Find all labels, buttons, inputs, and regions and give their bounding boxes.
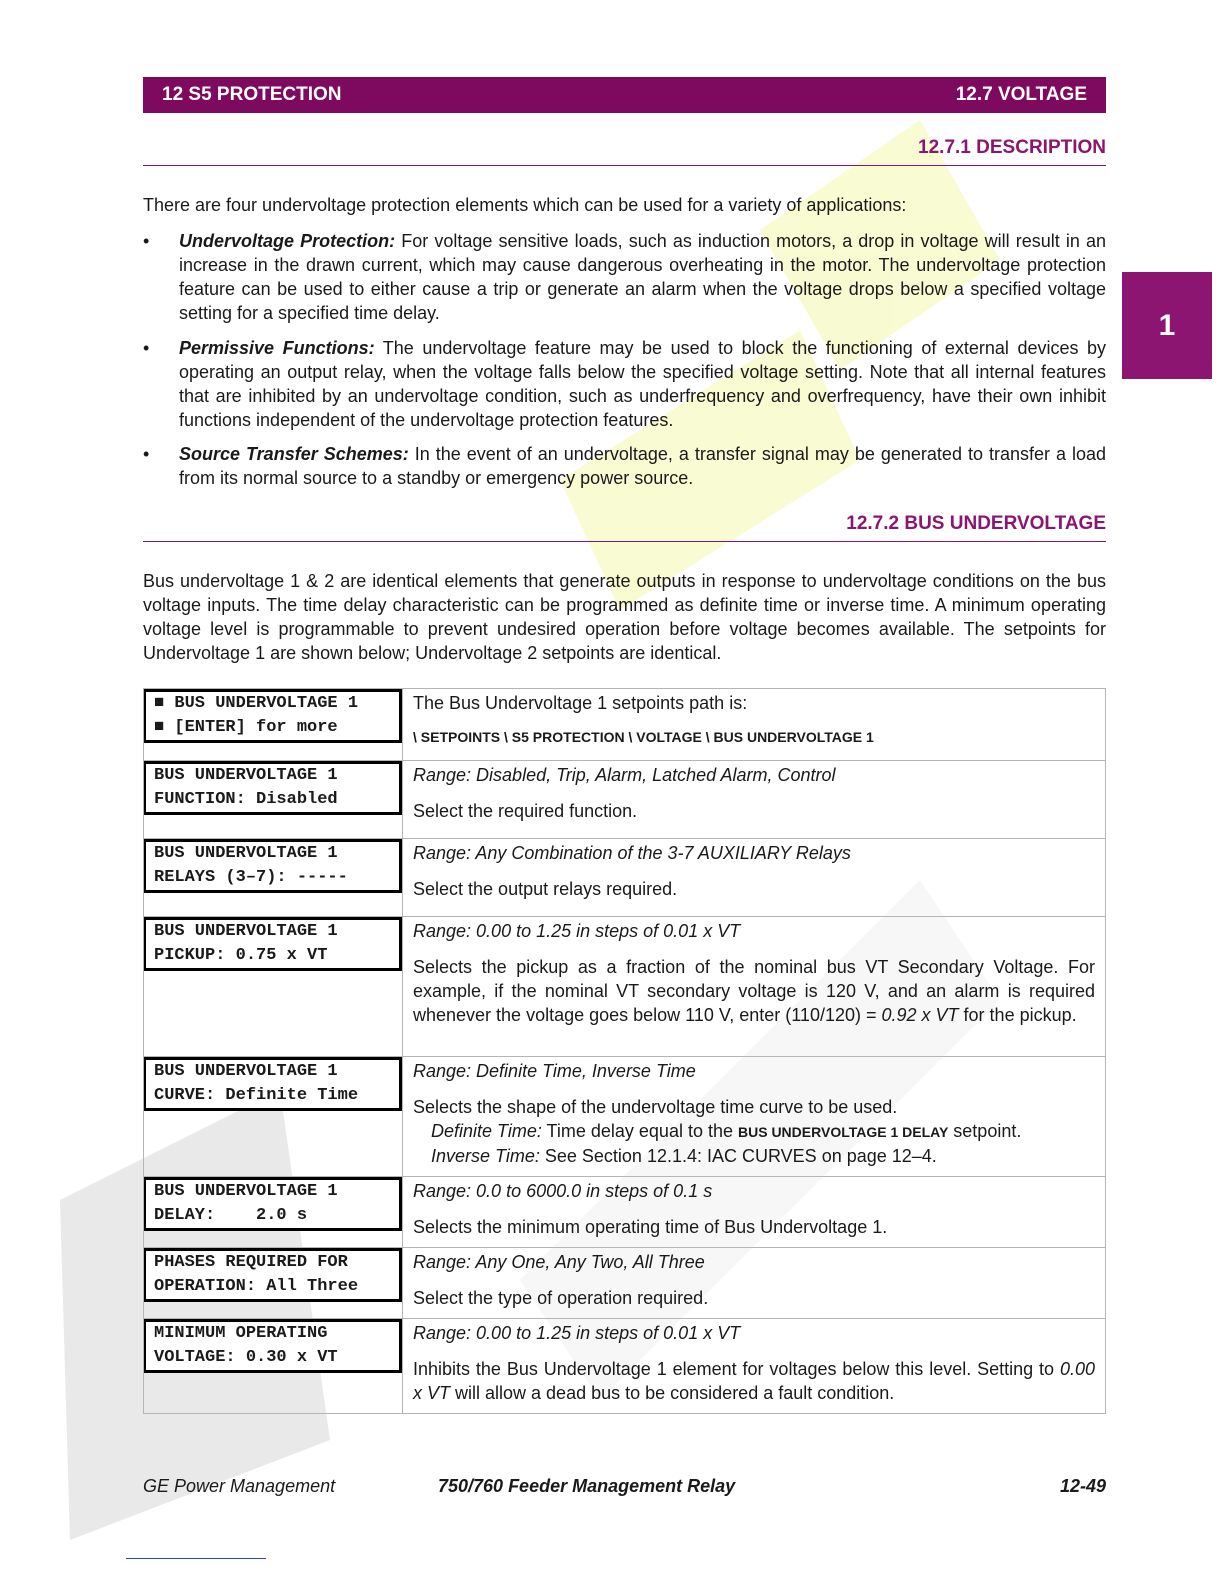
setpoints-table	[143, 688, 1106, 1414]
bullet-marker: •	[143, 231, 150, 251]
range-text: Range: Disabled, Trip, Alarm, Latched Alarm, Control	[413, 765, 836, 785]
bullet-item	[143, 442, 1106, 490]
path-label: The Bus Undervoltage 1 setpoints path is:	[413, 693, 748, 713]
lcd-line-2: VOLTAGE: 0.30 x VT	[154, 1348, 338, 1367]
lcd-line-1: BUS UNDERVOLTAGE 1	[154, 1062, 338, 1081]
range-text: Range: 0.00 to 1.25 in steps of 0.01 x VT	[413, 921, 741, 941]
setpoint-description: Selects the minimum operating time of Bus Undervoltage 1.	[413, 1217, 888, 1237]
setpoint-description: Select the type of operation required.	[413, 1288, 709, 1308]
section-title-bus-undervoltage: 12.7.2 BUS UNDERVOLTAGE	[143, 513, 1106, 542]
bullet-lead: Permissive Functions:	[179, 338, 375, 358]
header-chapter: 12 S5 PROTECTION	[162, 84, 342, 105]
section-title-description: 12.7.1 DESCRIPTION	[143, 137, 1106, 166]
setpoint-description	[413, 1357, 1095, 1405]
footer-page-number: 12-49	[1059, 1476, 1106, 1496]
description-tail: will allow a dead bus to be considered a fault condition.	[450, 1383, 895, 1403]
setpoint-description: Select the output relays required.	[413, 879, 678, 899]
lcd-line-2: PICKUP: 0.75 x VT	[154, 946, 328, 965]
table-row	[144, 689, 1106, 761]
lcd-line-2: ■ [ENTER] for more	[154, 718, 338, 737]
lcd-line-1: BUS UNDERVOLTAGE 1	[154, 1182, 338, 1201]
definite-time-note	[431, 1119, 1095, 1144]
range-text: Range: Definite Time, Inverse Time	[413, 1061, 696, 1081]
bullet-lead: Source Transfer Schemes:	[179, 444, 409, 464]
lcd-display	[143, 1177, 402, 1231]
side-tab-number: 1	[1158, 308, 1176, 342]
table-row	[144, 1057, 1106, 1177]
description-text: Selects the pickup as a fraction of the nominal bus VT Secondary Voltage. For example, if the nominal VT secondary voltage is 120 V, and an alarm is required whenever the voltage goes below 110 V, enter (110/120) =	[413, 957, 1095, 1025]
description-text: Inhibits the Bus Undervoltage 1 element for voltages below this level. Setting to	[413, 1359, 1060, 1379]
definite-time-text: Time delay equal to the	[541, 1121, 738, 1141]
definite-time-tail: setpoint.	[948, 1121, 1022, 1141]
range-text: Range: Any One, Any Two, All Three	[413, 1252, 705, 1272]
lcd-display	[143, 839, 402, 893]
description-emphasis: 0.92 x VT	[881, 1005, 959, 1025]
range-text: Range: 0.00 to 1.25 in steps of 0.01 x VT	[413, 1323, 741, 1343]
page-header-bar	[143, 77, 1106, 113]
range-text: Range: Any Combination of the 3-7 AUXILIARY Relays	[413, 843, 851, 863]
table-row	[144, 917, 1106, 1057]
bus-undervoltage-intro: Bus undervoltage 1 & 2 are identical elements that generate outputs in response to undervoltage conditions on the bus voltage inputs. The time delay characteristic can be programmed as definite time or inverse time. A minimum operating voltage level is programmable to prevent undesired operation before voltage becomes available. The setpoints for Undervoltage 1 are shown below; Undervoltage 2 setpoints are identical.	[143, 571, 1106, 663]
lcd-display	[143, 1248, 402, 1302]
bullet-body: The undervoltage feature may be used to block the functioning of external devices by operating an output relay, when the voltage falls below the specified voltage setting. Note that all internal features that are inhibited by an undervoltage condition, such as underfrequency and overfrequency, have their own inhibit functions independent of the undervoltage protection features.	[179, 338, 1107, 430]
bullet-body: For voltage sensitive loads, such as induction motors, a drop in voltage will result in an increase in the drawn current, which may cause dangerous overheating in the motor. The undervoltage protection feature can be used to either cause a trip or generate an alarm when the voltage drops below a specified voltage setting for a specified time delay.	[179, 231, 1106, 323]
range-text: Range: 0.0 to 6000.0 in steps of 0.1 s	[413, 1181, 713, 1201]
setpoint-description: Select the required function.	[413, 801, 638, 821]
footer-company: GE Power Management	[143, 1476, 336, 1496]
lcd-line-2: OPERATION: All Three	[154, 1277, 359, 1296]
bullet-body: In the event of an undervoltage, a transfer signal may be generated to transfer a load from its normal source to a standby or emergency power source.	[179, 444, 1106, 488]
bullet-lead: Undervoltage Protection:	[179, 231, 396, 251]
bullet-item	[143, 336, 1106, 432]
lcd-line-1: ■ BUS UNDERVOLTAGE 1	[154, 694, 359, 713]
page-footer	[143, 1476, 1106, 1500]
lcd-display	[143, 1319, 402, 1373]
description-intro: There are four undervoltage protection elements which can be used for a variety of applications:	[143, 195, 907, 215]
lcd-display	[143, 1057, 402, 1111]
footer-divider	[126, 1558, 266, 1559]
lcd-line-2: RELAYS (3–7): -----	[154, 868, 348, 887]
footer-product: 750/760 Feeder Management Relay	[438, 1476, 736, 1496]
lcd-display	[143, 761, 402, 815]
table-row	[144, 1319, 1106, 1414]
lcd-line-2: CURVE: Definite Time	[154, 1086, 359, 1105]
lcd-line-1: BUS UNDERVOLTAGE 1	[154, 844, 338, 863]
setpoints-path: \ SETPOINTS \ S5 PROTECTION \ VOLTAGE \ BUS UNDERVOLTAGE 1	[413, 729, 874, 745]
table-row	[144, 1248, 1106, 1319]
table-row	[144, 1177, 1106, 1248]
bullet-marker: •	[143, 444, 150, 464]
inverse-time-note	[431, 1144, 1095, 1168]
lcd-line-2: FUNCTION: Disabled	[154, 790, 338, 809]
bullet-item	[143, 229, 1106, 325]
table-row	[144, 839, 1106, 917]
lcd-line-1: BUS UNDERVOLTAGE 1	[154, 922, 338, 941]
bullet-text	[179, 442, 1106, 490]
chapter-side-tab	[1122, 272, 1212, 379]
definite-time-setpoint: BUS UNDERVOLTAGE 1 DELAY	[738, 1124, 949, 1140]
lcd-line-1: PHASES REQUIRED FOR	[154, 1253, 348, 1272]
description-emphasis: 0.00 x VT	[413, 1359, 1095, 1403]
header-section: 12.7 VOLTAGE	[955, 84, 1087, 105]
lcd-display	[143, 917, 402, 971]
definite-time-label: Definite Time:	[431, 1121, 542, 1141]
bullet-text	[179, 229, 1106, 325]
lcd-line-2: DELAY: 2.0 s	[154, 1206, 308, 1225]
description-tail: for the pickup.	[958, 1005, 1077, 1025]
inverse-time-text: See Section 12.1.4: IAC CURVES on page 12–4.	[539, 1146, 937, 1166]
lcd-line-1: MINIMUM OPERATING	[154, 1324, 328, 1343]
lcd-line-1: BUS UNDERVOLTAGE 1	[154, 766, 338, 785]
setpoint-description: Selects the shape of the undervoltage time curve to be used.	[413, 1097, 898, 1117]
bullet-marker: •	[143, 338, 150, 358]
lcd-display	[143, 689, 402, 743]
bullet-text	[179, 336, 1106, 432]
inverse-time-label: Inverse Time:	[431, 1146, 540, 1166]
setpoint-description	[413, 955, 1095, 1027]
table-row	[144, 761, 1106, 839]
